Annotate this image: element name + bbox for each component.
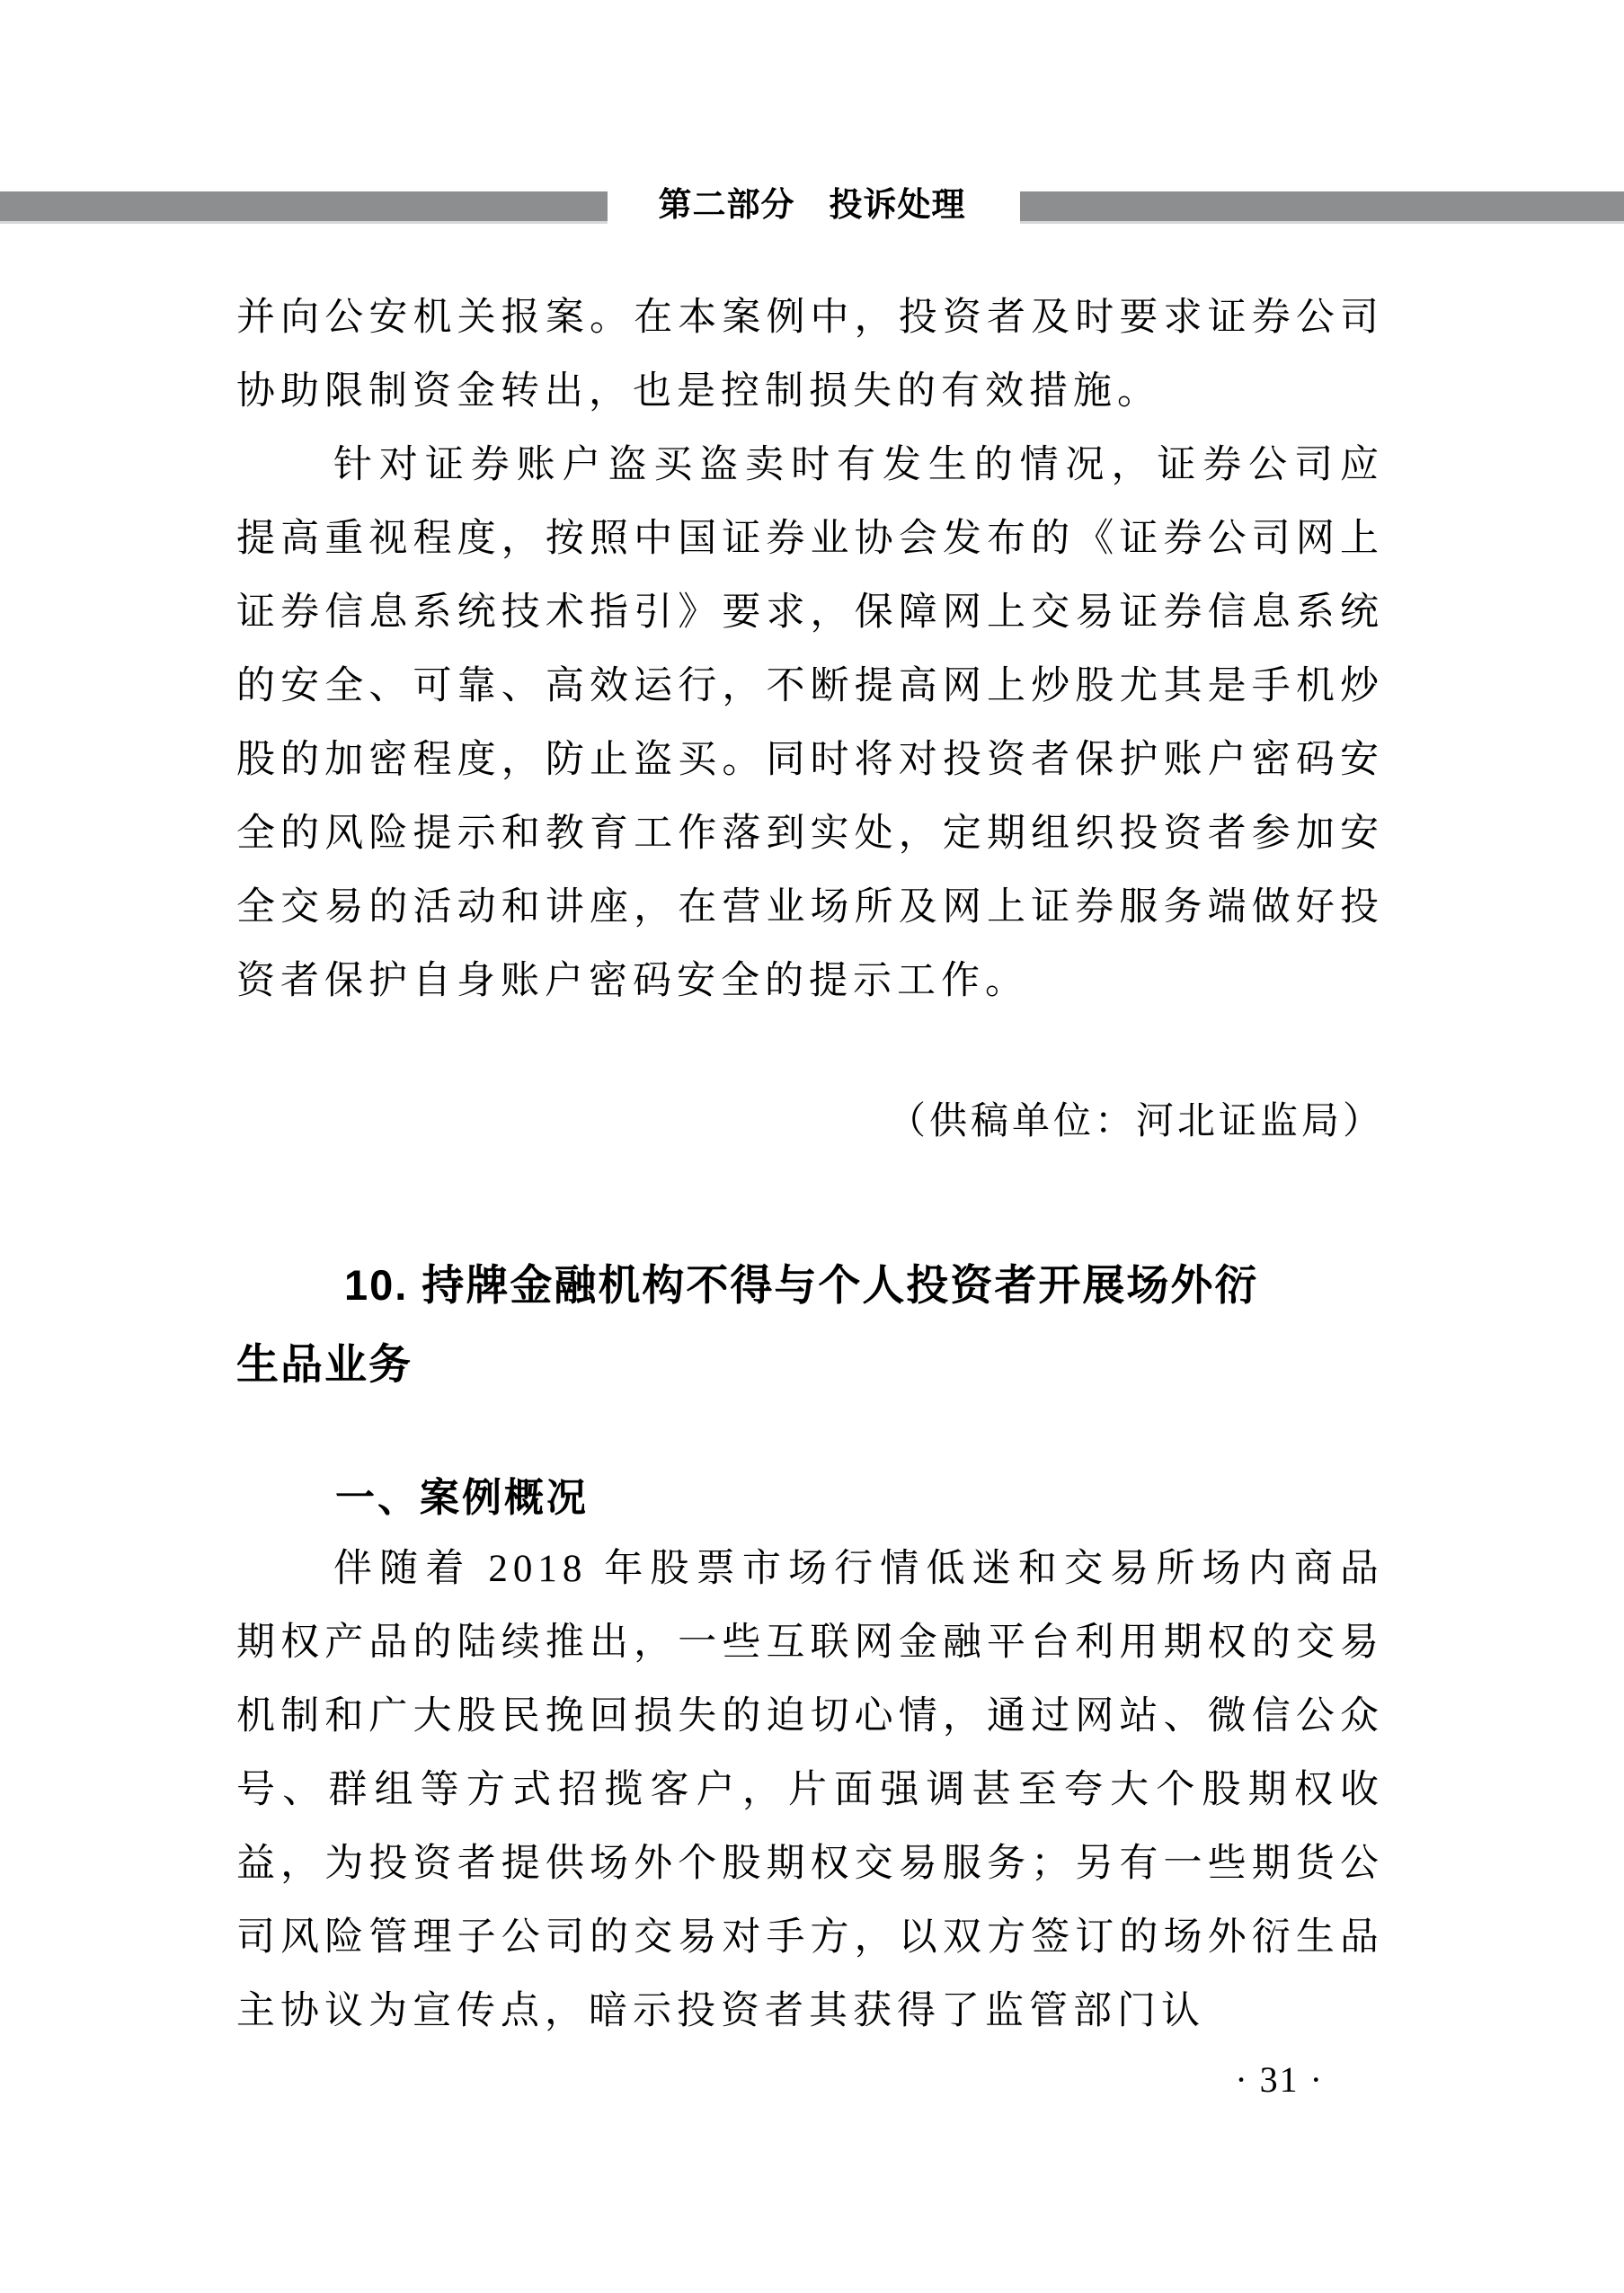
paragraph-advice: 针对证券账户盗买盗卖时有发生的情况，证券公司应提高重视程度，按照中国证券业协会发布的《证券公司网上证券信息系统技术指引》要求，保障网上交易证券信息系统的安全、可靠、高效运行，不断提高网上炒股尤其是手机炒股的加密程度，防止盗买。同时将对投资者保护账户密码安全的风险提示和教育工作落到实处，定期组织投资者参加安全交易的活动和讲座，在营业场所及网上证券服务端做好投资者保护自身账户密码安全的提示工作。 bbox=[236, 444, 1384, 1002]
paragraph-case-overview: 伴随着 2018 年股票市场行情低迷和交易所场内商品期权产品的陆续推出，一些互联网金融平台利用期权的交易机制和广大股民挽回损失的迫切心情，通过网站、微信公众号、群组等方式招揽客户，片面强调甚至夸大个股期权收益，为投资者提供场外个股期权交易服务；另有一些期货公司风险管理子公司的交易对手方，以双方签订的场外衍生品主协议为宣传点，暗示投资者其获得了监管部门认 bbox=[236, 1548, 1384, 2032]
attribution-line: （供稿单位：河北证监局） bbox=[887, 1101, 1384, 1142]
subsection-heading: 一、案例概况 bbox=[335, 1476, 589, 1520]
section-heading-line2: 生品业务 bbox=[236, 1340, 413, 1388]
page-number: · 31 · bbox=[1235, 2059, 1324, 2100]
running-head-title: 第二部分 投诉处理 bbox=[658, 186, 966, 223]
paragraph-continuation: 并向公安机关报案。在本案例中，投资者及时要求证券公司协助限制资金转出，也是控制损失的有效措施。 bbox=[236, 297, 1384, 413]
section-heading bbox=[236, 1246, 1384, 1404]
text-column bbox=[236, 281, 1384, 2049]
section-heading-line1: 10. 持牌金融机构不得与个人投资者开展场外衍 bbox=[344, 1261, 1259, 1309]
